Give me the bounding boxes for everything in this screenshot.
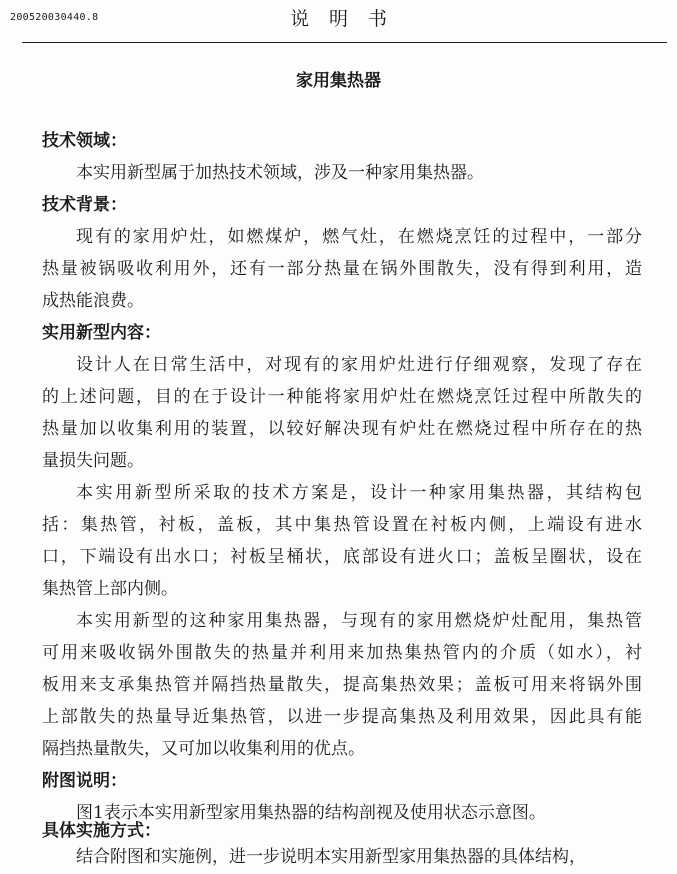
heading-technical-background: 技术背景： xyxy=(42,195,127,215)
paragraph-line: 括：集热管，衬板，盖板，其中集热管设置在衬板内侧，上端设有进水 xyxy=(42,515,642,535)
paragraph-line: 的上述问题，目的在于设计一种能将家用炉灶在燃烧烹饪过程中所散失的 xyxy=(42,387,642,407)
paragraph-line: 量损失问题。 xyxy=(42,451,144,471)
paragraph-line: 设计人在日常生活中，对现有的家用炉灶进行仔细观察，发现了存在 xyxy=(76,355,642,375)
paragraph-line: 板用来支承集热管并隔挡热量散失，提高集热效果；盖板可用来将锅外围 xyxy=(42,675,642,695)
paragraph-line: 本实用新型的这种家用集热器，与现有的家用燃烧炉灶配用，集热管 xyxy=(76,611,642,631)
paragraph-line: 隔挡热量散失，又可加以收集利用的优点。 xyxy=(42,739,365,759)
paragraph-line: 上部散失的热量导近集热管，以进一步提高集热及利用效果，因此具有能 xyxy=(42,707,642,727)
paragraph-line: 热量加以收集利用的装置，以较好解决现有炉灶在燃烧过程中所存在的热 xyxy=(42,419,642,439)
paragraph-line: 结合附图和实施例，进一步说明本实用新型家用集热器的具体结构， xyxy=(76,847,586,867)
paragraph-line: 本实用新型属于加热技术领域，涉及一种家用集热器。 xyxy=(76,163,484,183)
paragraph-line: 现有的家用炉灶，如燃煤炉，燃气灶，在燃烧烹饪的过程中，一部分 xyxy=(76,227,642,247)
heading-figure-description: 附图说明： xyxy=(42,771,127,791)
header-rule xyxy=(22,42,667,43)
paragraph-line: 成热能浪费。 xyxy=(42,291,144,311)
heading-technical-field: 技术领域： xyxy=(42,131,127,151)
heading-embodiment: 具体实施方式： xyxy=(42,821,161,841)
paragraph-line: 热量被锅吸收利用外，还有一部分热量在锅外围散失，没有得到利用，造 xyxy=(42,259,642,279)
document-number: 200520030440.8 xyxy=(10,12,99,23)
paragraph-line: 图1表示本实用新型家用集热器的结构剖视及使用状态示意图。 xyxy=(76,803,546,823)
heading-utility-model-content: 实用新型内容： xyxy=(42,323,161,343)
page-header-title: 说明书 xyxy=(289,8,407,30)
document-title: 家用集热器 xyxy=(296,71,381,91)
paragraph-line: 口，下端设有出水口；衬板呈桶状，底部设有进火口；盖板呈圈状，设在 xyxy=(42,547,642,567)
paragraph-line: 可用来吸收锅外围散失的热量并利用来加热集热管内的介质（如水），衬 xyxy=(42,643,642,663)
paragraph-line: 集热管上部内侧。 xyxy=(42,579,178,599)
paragraph-line: 本实用新型所采取的技术方案是，设计一种家用集热器，其结构包 xyxy=(76,483,642,503)
